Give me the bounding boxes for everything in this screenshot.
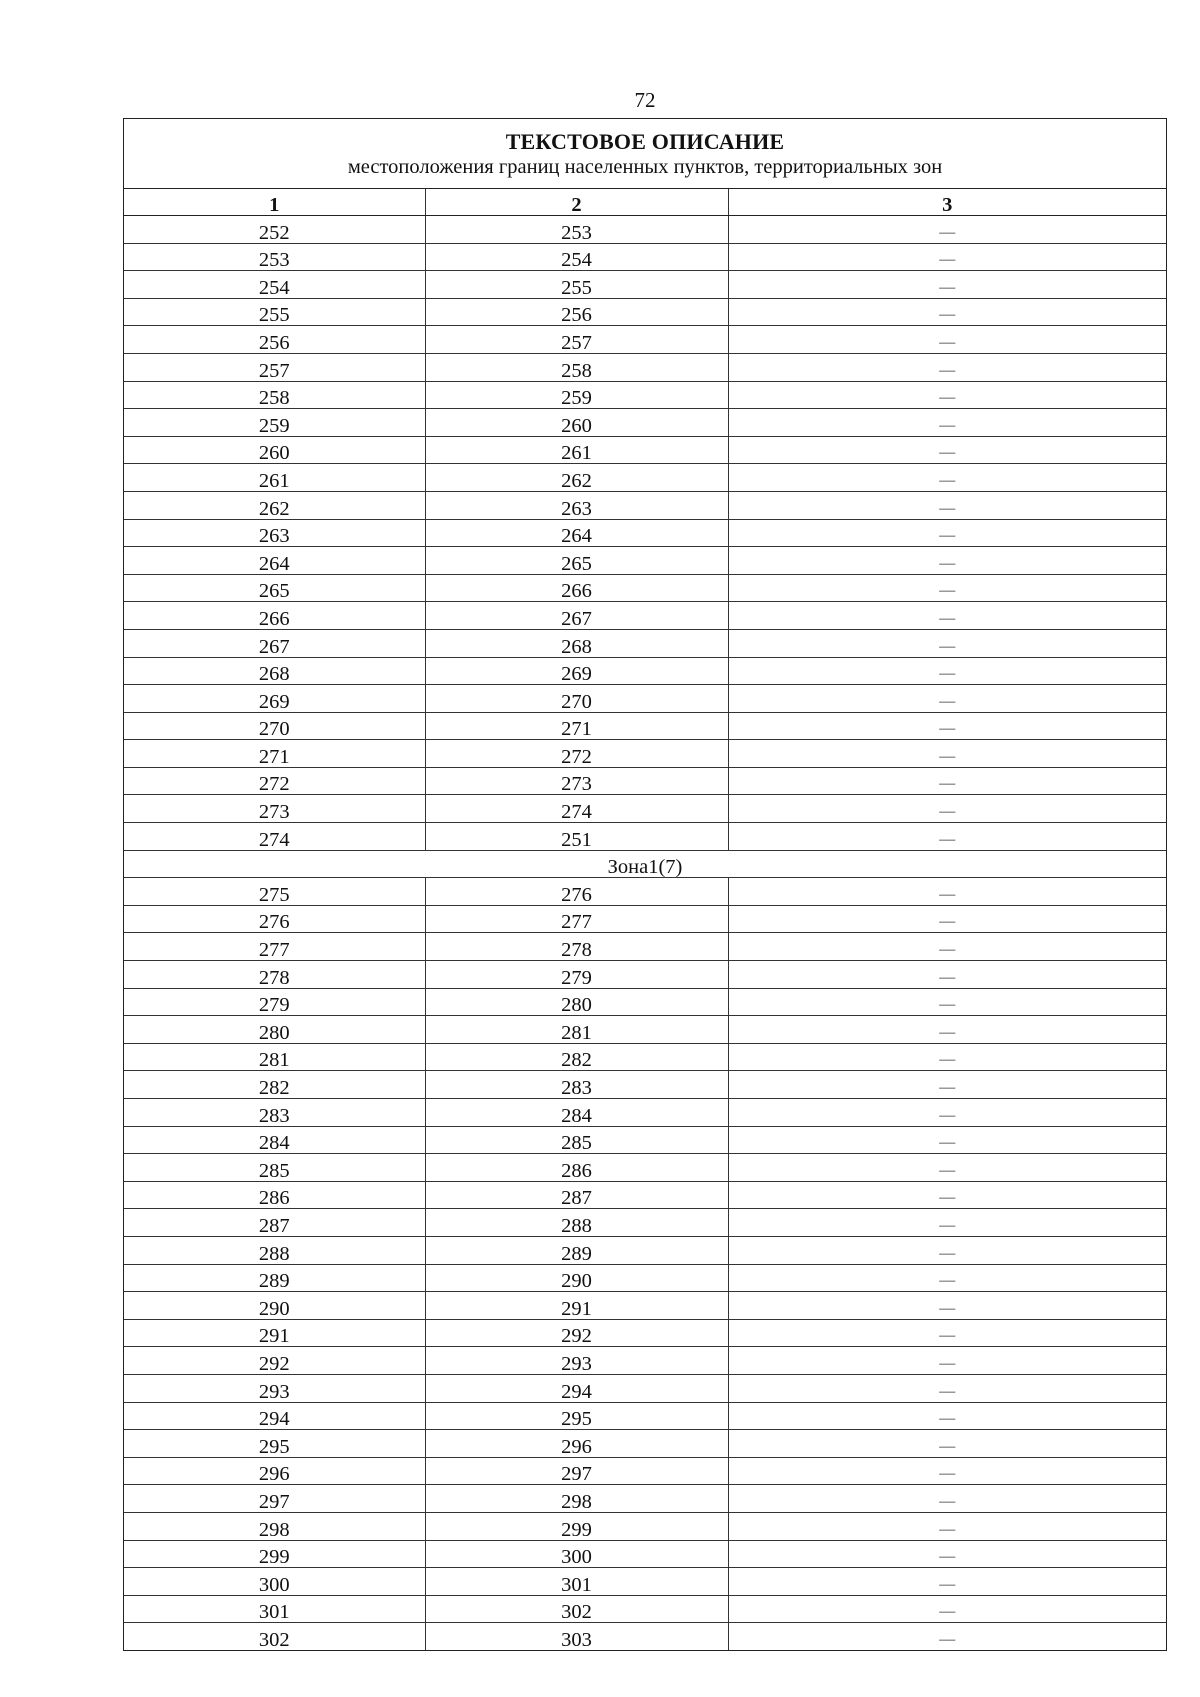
dash-mark: — [939,885,956,903]
cell-note [728,712,1166,740]
table-row [124,1347,1166,1375]
table-row [124,547,1166,575]
dash-mark: — [939,306,956,324]
table-row [124,1264,1166,1292]
table-row [124,436,1166,464]
cell-point-from: 282 [124,1071,425,1099]
cell-point-to: 300 [425,1540,728,1568]
zone-row [124,850,1166,878]
dash-mark: — [939,637,956,655]
cell-point-to: 271 [425,712,728,740]
cell-point-from: 265 [124,574,425,602]
table-row [124,685,1166,713]
dash-mark: — [939,444,956,462]
dash-mark: — [939,1437,956,1455]
cell-point-to: 253 [425,216,728,244]
cell-point-from: 263 [124,519,425,547]
dash-mark: — [939,1630,956,1648]
cell-note [728,1512,1166,1540]
cell-note [728,491,1166,519]
cell-point-to: 295 [425,1402,728,1430]
cell-point-to: 303 [425,1623,728,1650]
dash-mark: — [939,333,956,351]
dash-mark: — [939,803,956,821]
dash-mark: — [939,775,956,793]
cell-note [728,1209,1166,1237]
table-row [124,767,1166,795]
dash-mark: — [939,1465,956,1483]
cell-point-from: 252 [124,216,425,244]
dash-mark: — [939,1492,956,1510]
table-row [124,216,1166,244]
cell-note [728,1016,1166,1044]
cell-note [728,1347,1166,1375]
table-row [124,1181,1166,1209]
cell-point-to: 290 [425,1264,728,1292]
cell-point-from: 297 [124,1485,425,1513]
cell-note [728,1043,1166,1071]
cell-point-from: 269 [124,685,425,713]
dash-mark: — [939,1299,956,1317]
column-header-1: 1 [124,189,425,216]
dash-mark: — [939,499,956,517]
dash-mark: — [939,1134,956,1152]
dash-mark: — [939,1106,956,1124]
cell-point-to: 302 [425,1595,728,1623]
cell-note [728,1595,1166,1623]
table-row [124,1043,1166,1071]
cell-note [728,547,1166,575]
cell-point-from: 291 [124,1319,425,1347]
cell-point-to: 269 [425,657,728,685]
table-row [124,1099,1166,1127]
dash-mark: — [939,1327,956,1345]
cell-point-to: 270 [425,685,728,713]
cell-point-to: 260 [425,409,728,437]
cell-point-from: 294 [124,1402,425,1430]
cell-point-from: 253 [124,243,425,271]
cell-point-from: 289 [124,1264,425,1292]
dash-mark: — [939,1272,956,1290]
cell-point-to: 257 [425,326,728,354]
cell-point-from: 256 [124,326,425,354]
cell-point-from: 298 [124,1512,425,1540]
cell-point-from: 299 [124,1540,425,1568]
cell-note [728,326,1166,354]
cell-note [728,823,1166,851]
dash-mark: — [939,471,956,489]
cell-note [728,878,1166,906]
cell-point-from: 271 [124,740,425,768]
cell-point-to: 266 [425,574,728,602]
cell-note [728,1430,1166,1458]
cell-point-to: 274 [425,795,728,823]
dash-mark: — [939,554,956,572]
dash-mark: — [939,582,956,600]
table-row [124,1236,1166,1264]
cell-point-from: 255 [124,298,425,326]
document-title: ТЕКСТОВОЕ ОПИСАНИЕ [505,129,785,154]
table-row [124,491,1166,519]
cell-note [728,629,1166,657]
table-row [124,1016,1166,1044]
cell-note [728,464,1166,492]
table-row [124,629,1166,657]
table-row [124,464,1166,492]
cell-point-to: 273 [425,767,728,795]
cell-point-to: 287 [425,1181,728,1209]
table-row [124,740,1166,768]
table-row [124,1292,1166,1320]
table-row [124,657,1166,685]
dash-mark: — [939,1575,956,1593]
cell-point-to: 298 [425,1485,728,1513]
cell-note [728,1568,1166,1596]
dash-mark: — [939,251,956,269]
cell-point-from: 273 [124,795,425,823]
cell-point-from: 272 [124,767,425,795]
dash-mark: — [939,1548,956,1566]
cell-point-from: 275 [124,878,425,906]
cell-point-from: 281 [124,1043,425,1071]
cell-note [728,1402,1166,1430]
table-row [124,878,1166,906]
dash-mark: — [939,665,956,683]
boundary-points-table [124,189,1166,1650]
cell-point-from: 279 [124,988,425,1016]
cell-point-to: 279 [425,961,728,989]
cell-point-from: 266 [124,602,425,630]
cell-point-from: 257 [124,353,425,381]
table-row [124,271,1166,299]
cell-note [728,685,1166,713]
cell-point-from: 285 [124,1154,425,1182]
cell-point-to: 280 [425,988,728,1016]
cell-note [728,1292,1166,1320]
cell-point-to: 276 [425,878,728,906]
cell-point-to: 289 [425,1236,728,1264]
table-header-row [124,189,1166,216]
cell-point-to: 293 [425,1347,728,1375]
table-row [124,353,1166,381]
table-body [124,216,1166,1650]
dash-mark: — [939,996,956,1014]
cell-point-from: 280 [124,1016,425,1044]
cell-note [728,1071,1166,1099]
cell-point-to: 291 [425,1292,728,1320]
dash-mark: — [939,361,956,379]
cell-note [728,1485,1166,1513]
cell-note [728,1181,1166,1209]
cell-point-from: 283 [124,1099,425,1127]
cell-note [728,961,1166,989]
cell-note [728,519,1166,547]
table-row [124,1374,1166,1402]
cell-note [728,988,1166,1016]
dash-mark: — [939,1520,956,1538]
cell-point-from: 259 [124,409,425,437]
document-header [124,119,1166,189]
cell-point-to: 251 [425,823,728,851]
dash-mark: — [939,1603,956,1621]
dash-mark: — [939,747,956,765]
boundary-description-document [123,118,1167,1651]
cell-point-from: 293 [124,1374,425,1402]
cell-note [728,1319,1166,1347]
dash-mark: — [939,968,956,986]
document-subtitle: местоположения границ населенных пунктов, территориальных зон [347,156,943,178]
cell-point-from: 260 [124,436,425,464]
dash-mark: — [939,1189,956,1207]
table-row [124,1457,1166,1485]
cell-note [728,1540,1166,1568]
cell-note [728,905,1166,933]
table-row [124,1595,1166,1623]
cell-point-to: 255 [425,271,728,299]
cell-note [728,657,1166,685]
dash-mark: — [939,941,956,959]
table-row [124,1512,1166,1540]
cell-note [728,1099,1166,1127]
cell-point-to: 256 [425,298,728,326]
dash-mark: — [939,830,956,848]
cell-note [728,602,1166,630]
dash-mark: — [939,1079,956,1096]
cell-point-to: 286 [425,1154,728,1182]
cell-note [728,740,1166,768]
cell-note [728,1457,1166,1485]
cell-note [728,436,1166,464]
cell-point-to: 277 [425,905,728,933]
cell-note [728,795,1166,823]
column-header-3: 3 [728,189,1166,216]
table-row [124,823,1166,851]
cell-note [728,381,1166,409]
cell-point-from: 300 [124,1568,425,1596]
dash-mark: — [939,1023,956,1041]
cell-point-to: 264 [425,519,728,547]
cell-point-to: 299 [425,1512,728,1540]
table-row [124,602,1166,630]
cell-point-from: 288 [124,1236,425,1264]
cell-point-to: 284 [425,1099,728,1127]
table-row [124,1568,1166,1596]
table-row [124,988,1166,1016]
table-row [124,1540,1166,1568]
table-row [124,1319,1166,1347]
table-row [124,409,1166,437]
cell-point-from: 284 [124,1126,425,1154]
table-row [124,243,1166,271]
cell-point-from: 267 [124,629,425,657]
table-row [124,961,1166,989]
table-row [124,1071,1166,1099]
page-number: 72 [634,88,656,112]
cell-note [728,1374,1166,1402]
cell-point-from: 290 [124,1292,425,1320]
dash-mark: — [939,1161,956,1179]
cell-point-to: 267 [425,602,728,630]
table-row [124,1623,1166,1650]
dash-mark: — [939,1354,956,1372]
cell-point-from: 295 [124,1430,425,1458]
dash-mark: — [939,692,956,710]
cell-point-from: 274 [124,823,425,851]
table-row [124,1126,1166,1154]
cell-point-to: 285 [425,1126,728,1154]
table-row [124,1430,1166,1458]
cell-point-to: 297 [425,1457,728,1485]
cell-note [728,243,1166,271]
cell-note [728,1236,1166,1264]
cell-point-from: 270 [124,712,425,740]
dash-mark: — [939,416,956,434]
table-row [124,795,1166,823]
dash-mark: — [939,527,956,545]
cell-point-to: 282 [425,1043,728,1071]
cell-point-from: 258 [124,381,425,409]
table-row [124,519,1166,547]
cell-point-from: 292 [124,1347,425,1375]
table-row [124,1154,1166,1182]
cell-note [728,1126,1166,1154]
cell-note [728,1154,1166,1182]
cell-point-to: 296 [425,1430,728,1458]
cell-point-from: 262 [124,491,425,519]
cell-note [728,271,1166,299]
cell-point-to: 262 [425,464,728,492]
cell-point-to: 281 [425,1016,728,1044]
cell-point-to: 263 [425,491,728,519]
cell-point-to: 301 [425,1568,728,1596]
dash-mark: — [939,1244,956,1262]
cell-note [728,1264,1166,1292]
cell-point-from: 296 [124,1457,425,1485]
cell-point-to: 294 [425,1374,728,1402]
cell-point-from: 286 [124,1181,425,1209]
dash-mark: — [939,1216,956,1234]
cell-point-to: 254 [425,243,728,271]
dash-mark: — [939,1382,956,1400]
table-row [124,574,1166,602]
cell-note [728,409,1166,437]
cell-point-from: 302 [124,1623,425,1650]
cell-point-to: 261 [425,436,728,464]
cell-note [728,767,1166,795]
cell-point-from: 301 [124,1595,425,1623]
table-row [124,326,1166,354]
table-row [124,905,1166,933]
table-row [124,381,1166,409]
dash-mark: — [939,389,956,407]
cell-point-to: 288 [425,1209,728,1237]
column-header-2: 2 [425,189,728,216]
cell-point-to: 268 [425,629,728,657]
cell-point-to: 258 [425,353,728,381]
cell-point-to: 259 [425,381,728,409]
cell-point-from: 278 [124,961,425,989]
cell-point-from: 264 [124,547,425,575]
table-row [124,1209,1166,1237]
table-row [124,1402,1166,1430]
dash-mark: — [939,609,956,627]
zone-label: Зона1(7) [124,850,1166,878]
dash-mark: — [939,1410,956,1428]
dash-mark: — [939,223,956,241]
dash-mark: — [939,278,956,296]
cell-note [728,1623,1166,1650]
cell-point-to: 292 [425,1319,728,1347]
cell-point-from: 268 [124,657,425,685]
cell-point-to: 272 [425,740,728,768]
cell-point-from: 254 [124,271,425,299]
table-row [124,1485,1166,1513]
table-row [124,298,1166,326]
cell-point-to: 265 [425,547,728,575]
cell-note [728,353,1166,381]
cell-note [728,933,1166,961]
cell-point-from: 277 [124,933,425,961]
cell-note [728,298,1166,326]
dash-mark: — [939,1051,956,1069]
dash-mark: — [939,720,956,738]
cell-note [728,216,1166,244]
cell-note [728,574,1166,602]
table-row [124,712,1166,740]
cell-point-to: 278 [425,933,728,961]
cell-point-from: 261 [124,464,425,492]
cell-point-to: 283 [425,1071,728,1099]
dash-mark: — [939,913,956,931]
cell-point-from: 287 [124,1209,425,1237]
table-row [124,933,1166,961]
cell-point-from: 276 [124,905,425,933]
